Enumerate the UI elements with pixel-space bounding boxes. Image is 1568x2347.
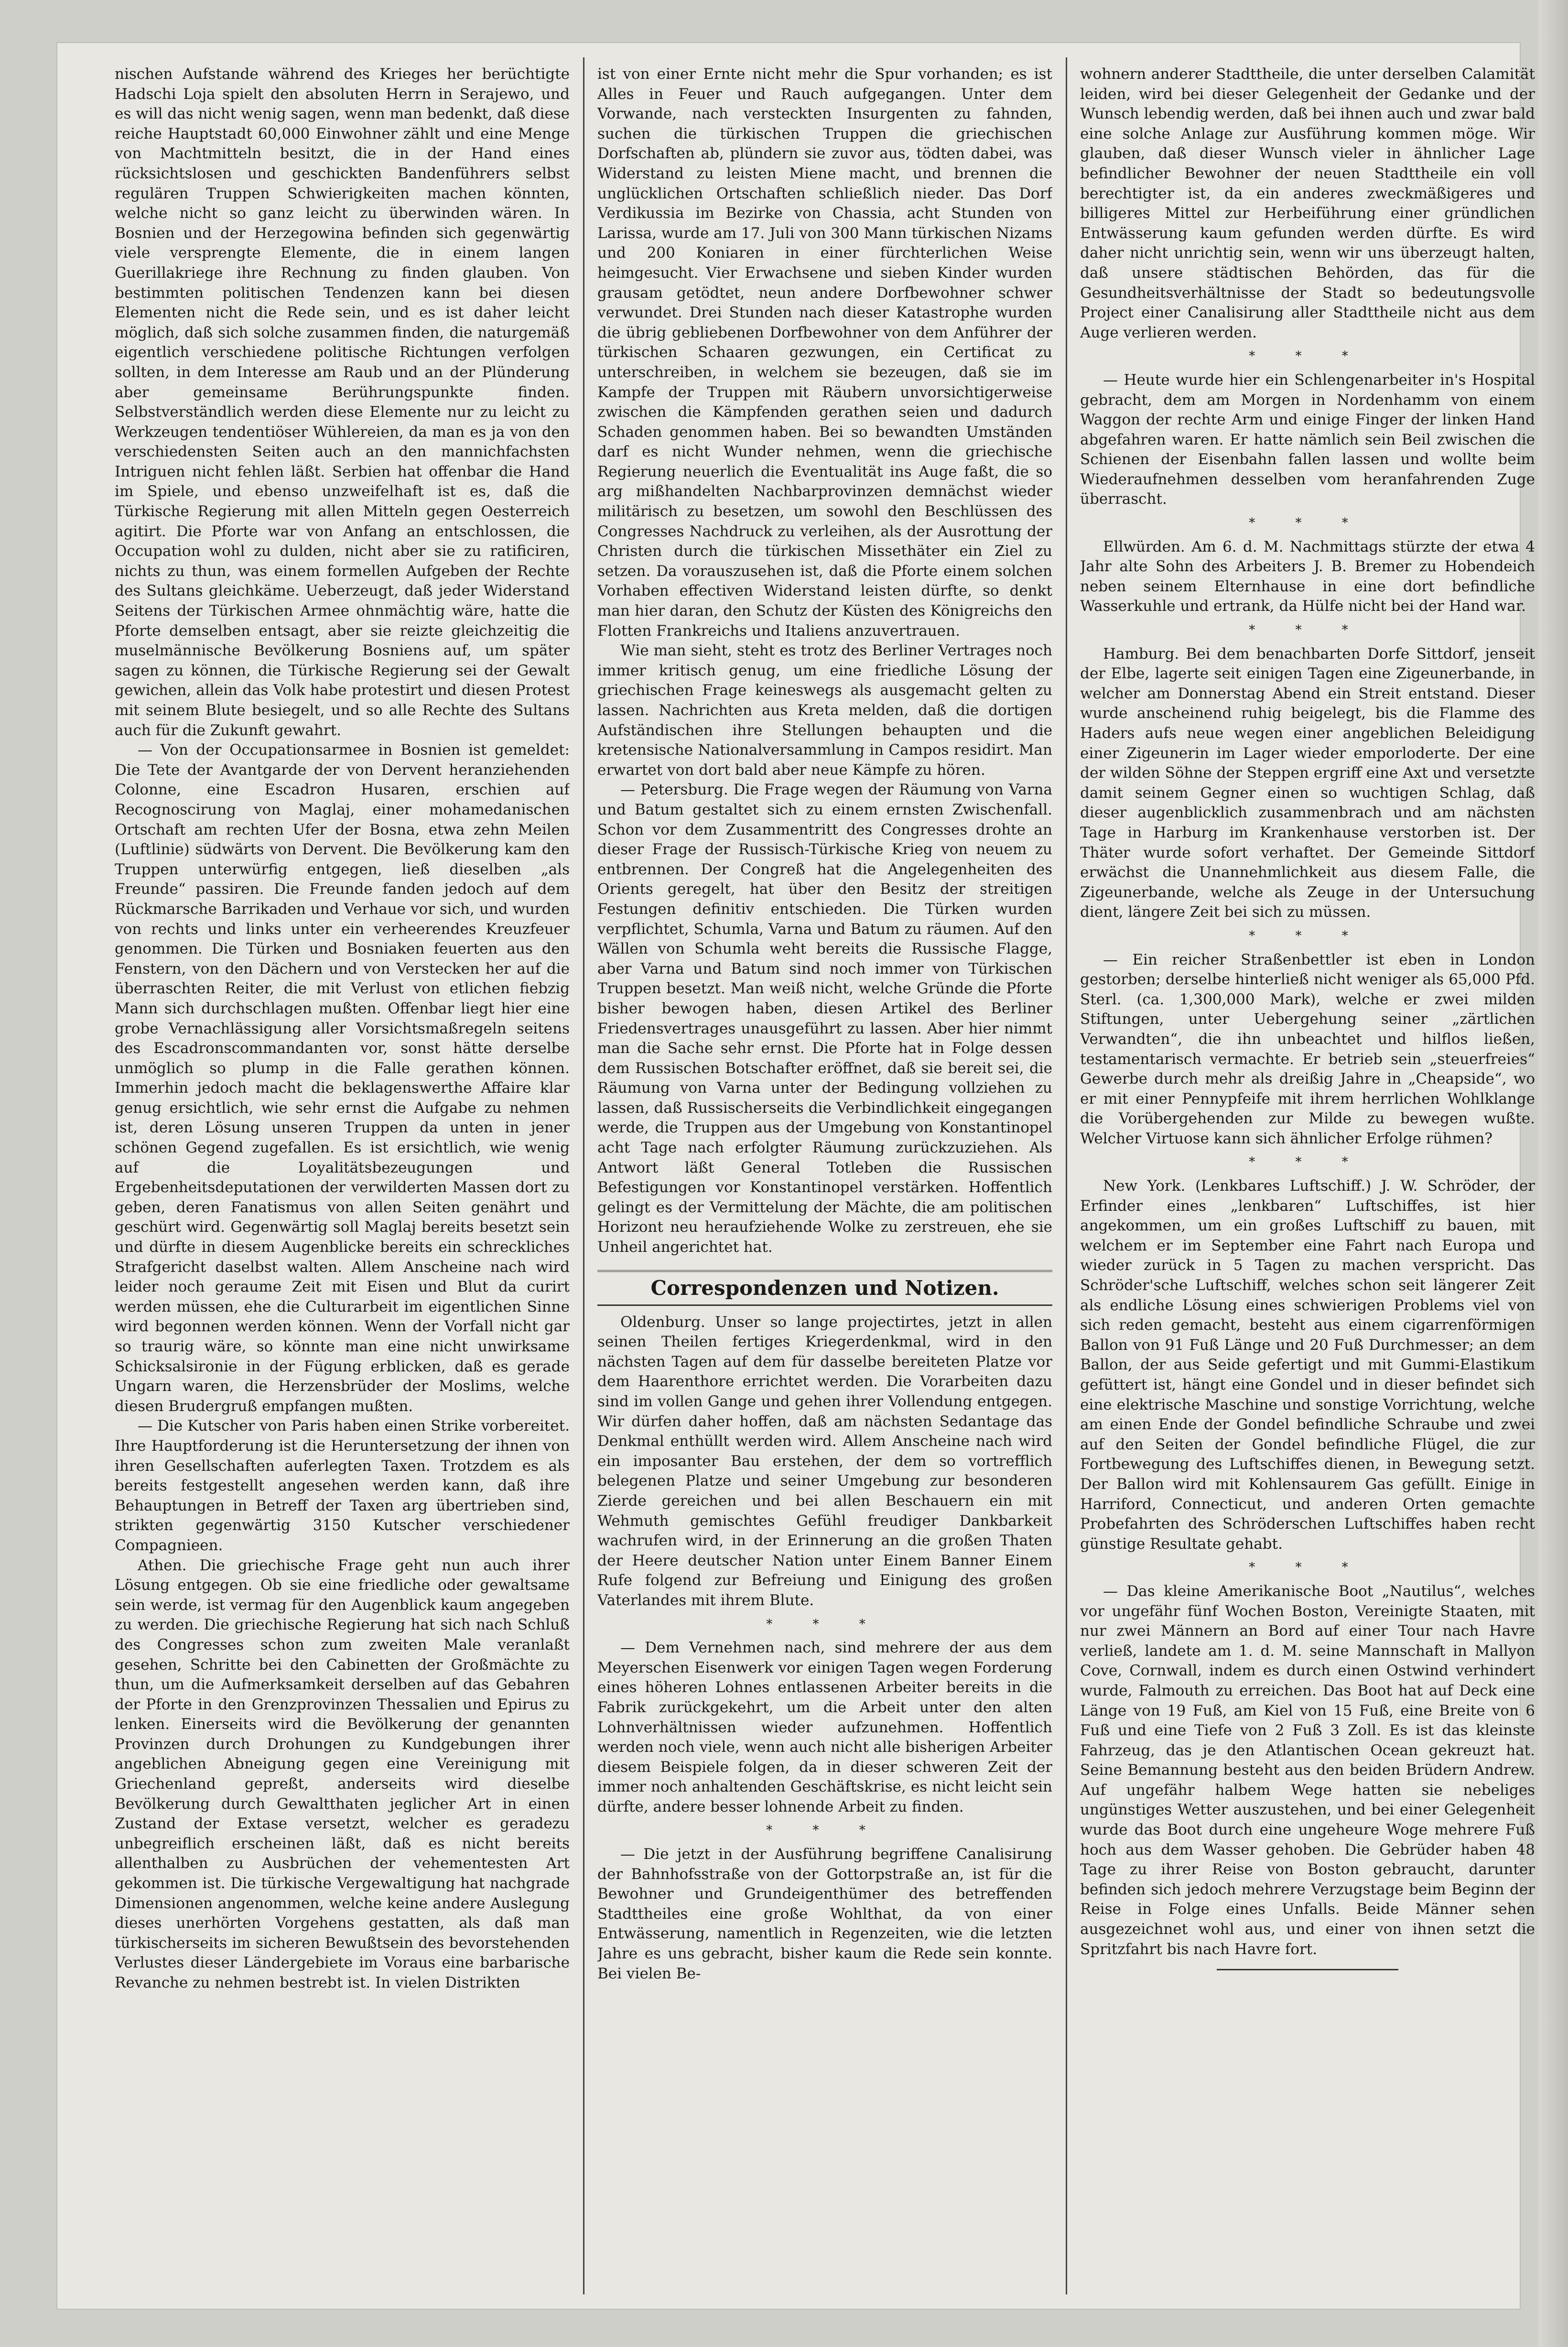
star-divider: * * * — [1249, 623, 1366, 638]
end-rule — [1217, 1969, 1399, 1970]
star-divider: * * * — [1249, 516, 1366, 531]
notice-ironworks: — Dem Vernehmen nach, sind mehrere der aus dem Meyerschen Eisenwerk vor einigen Tagen wegen Forderung eines höheren Lohnes entlassenen Arbeiter bereits in die Fabrik zurückgekehrt, um die Arbeit unter den alten Lohnverhältnissen wieder aufzunehmen. Hoffentlich werden noch viele, wenn auch nicht alle bisherigen Arbeiter diesem Beispiele folgen, da in dieser schweren Zeit der immer noch anhaltenden Geschäftskrise, es nicht leicht sein dürfte, andere besser lohnende Arbeit zu finden. — [597, 1639, 1052, 1815]
section-heading: Correspondenzen und Notizen. — [597, 1270, 1052, 1306]
article-athens-continued: ist von einer Ernte nicht mehr die Spur vorhanden; es ist Alles in Feuer und Rauch aufgegangen. Unter dem Vorwande, nach versteckten Insurgenten zu fahnden, suchen die türkischen Truppen die griechischen Dorfschaften ab, plündern sie zuvor aus, tödten dabei, was Widerstand zu leisten Miene macht, und brennen die unglücklichen Ortschaften schließlich nieder. Das Dorf Verdikussia im Bezirke von Chassia, acht Stunden von Larissa, wurde am 17. Juli von 300 Mann türkischen Nizams und 200 Koniaren in einer fürchterlichen Weise heimgesucht. Vier Erwachsene und sieben Kinder wurden grausam getödtet, neun andere Dorfbewohner schwer verwundet. Drei Stunden nach dieser Katastrophe wurden die übrig gebliebenen Dorfbewohner von dem Anführer der türkischen Schaaren gezwungen, ein Certificat zu unterschreiben, in welchem sie bezeugen, daß sie im Kampfe der Truppen mit Räubern unvorsichtigerweise zwischen die Kämpfenden gerathen seien und dadurch Schaden genommen haben. Bei so bewandten Umständen darf es nicht Wunder nehmen, wenn die griechische Regierung neuerlich die Eventualität ins Auge faßt, die so arg mißhandelten Nachbarprovinzen demnächst wieder militärisch zu besetzen, um sowohl den Beschlüssen des Congresses Nachdruck zu verleihen, als der Ausrottung der Christen durch die türkischen Missethäter ein Ziel zu setzen. Da vorauszusehen ist, daß die Pforte einem solchen Vorhaben effectiven Widerstand leisten dürfte, so denkt man hier daran, den Schutz der Küsten des Königreichs den Flotten Frankreichs und Italiens anzuvertrauen. — [597, 65, 1052, 640]
notice-railway-worker: — Heute wurde hier ein Schlengenarbeiter in's Hospital gebracht, dem am Morgen in Nordenhamm von einem Waggon der rechte Arm und einige Finger der linken Hand abgefahren waren. Er hatte nämlich sein Beil zwischen die Schienen der Eisenbahn fallen lassen und wollte beim Wiederaufnehmen desselben vom heranfahrenden Zuge überrascht. — [1080, 371, 1535, 508]
star-divider: * * * — [766, 1617, 884, 1631]
article-paris-coachmen: — Die Kutscher von Paris haben einen Strike vorbereitet. Ihre Hauptforderung ist die Heruntersetzung der ihnen von ihren Gesellschaften auferlegten Taxen. Trotzdem es als bereits festgestellt angesehen werden kann, daß ihre Behauptungen in Betreff der Taxen arg übertrieben sind, strikten gegenwärtig 3150 Kutscher verschiedener Compagnieen. — [115, 1417, 570, 1554]
notice-canalisation: — Die jetzt in der Ausführung begriffene Canalisirung der Bahnhofsstraße von der Gottorpstraße an, ist für die Bewohner und Grundeigenthümer des betreffenden Stadttheiles eine große Wohlthat, da von einer Entwässerung, namentlich in Regenzeiten, wie die letzten Jahre es uns gebracht, bisher kaum die Rede sein konnte. Bei vielen Be- — [597, 1846, 1052, 1982]
notice-new-york-airship: New York. (Lenkbares Luftschiff.) J. W. Schröder, der Erfinder eines „lenkbaren“ Luftschiffes, ist hier angekommen, um ein großes Luftschiff zu bauen, mit welchem er im September eine Fahrt nach Europa und wieder zurück in 5 Tagen zu machen verspricht. Das Schröder'sche Luftschiff, welches schon seit längerer Zeit als endliche Lösung eines schwierigen Problems viel von sich reden gemacht, besteht aus einem cigarrenförmigen Ballon von 91 Fuß Länge und 20 Fuß Durchmesser; an dem Ballon, der aus Seide gefertigt und mit Gummi-Elastikum gefüttert ist, hängt eine Gondel und in dieser befindet sich eine elektrische Maschine und sonstige Vorrichtung, welche am einen Ende der Gondel befindliche Schraube und zwei auf den Seiten der Gondel befindliche Flügel, die zur Fortbewegung des Luftschiffes dienen, in Bewegung setzt. Der Ballon wird mit Kohlensaurem Gas gefüllt. Einige in Harriford, Connecticut, und anderen Orten gemachte Probefahrten des Schröderschen Luftschiffes haben recht günstige Resultate gehabt. — [1080, 1177, 1535, 1553]
star-divider: * * * — [1249, 1155, 1366, 1170]
page-edge — [1538, 0, 1568, 2347]
star-divider: * * * — [1249, 1560, 1366, 1575]
notice-canalisation-continued: wohnern anderer Stadttheile, die unter derselben Calamität leiden, wird bei dieser Gelegenheit der Gedanke und der Wunsch lebendig werden, daß bei ihnen auch und zwar bald eine solche Anlage zur Ausführung kommen möge. Wir glauben, daß dieser Wunsch vieler in ähnlicher Lage befindlicher Bewohner der neuen Stadttheile ein voll berechtigter ist, da ein anderes zweckmäßigeres und billigeres Mittel zur Herbeiführung einer gründlichen Entwässerung kaum gefunden werden dürfte. Es wird daher nicht unrichtig sein, wenn wir uns überzeugt halten, daß unsere städtischen Behörden, das für die Gesundheitsverhältnisse der Stadt so bedeutungsvolle Project einer Canalisirung aller Stadttheile nicht aus dem Auge verlieren werden. — [1080, 65, 1535, 341]
notice-nautilus-boat: — Das kleine Amerikanische Boot „Nautilus“, welches vor ungefähr fünf Wochen Boston, Vereinigte Staaten, mit nur zwei Männern an Bord auf einer Tour nach Havre verließ, landete am 1. d. M. seine Mannschaft in Mallyon Cove, Cornwall, indem es durch einen Ostwind verhindert wurde, Falmouth zu erreichen. Das Boot hat auf Deck eine Länge von 19 Fuß, am Kiel von 15 Fuß, eine Breite von 6 Fuß und eine Tiefe von 2 Fuß 3 Zoll. Es ist das kleinste Fahrzeug, das je den Atlantischen Ocean gekreuzt hat. Seine Bemannung besteht aus den beiden Brüdern Andrew. Auf ungefähr halbem Wege hatten sie nebeliges ungünstiges Wetter auszustehen, und bei einer Gelegenheit wurde das Boot durch eine ungeheure Woge mehrere Fuß hoch aus dem Wasser gehoben. Die Gebrüder haben 48 Tage zu ihrer Reise von Boston gebraucht, darunter befinden sich jedoch mehrere Verzugstage beim Beginn der Reise in Folge eines Unfalls. Beide Männer sehen ausgezeichnet wohl aus, und einer von ihnen setzt die Spritzfahrt bis nach Havre fort. — [1080, 1582, 1535, 1958]
notice-street-beggar: — Ein reicher Straßenbettler ist eben in London gestorben; derselbe hinterließ nicht weniger als 65,000 Pfd. Sterl. (ca. 1,300,000 Mark), welche er zwei milden Stiftungen, unter Uebergehung seiner „zärtlichen Verwandten“, die ihn unbeachtet und hilflos ließen, testamentarisch vermachte. Er betrieb sein „steuerfreies“ Gewerbe durch mehr als dreißig Jahre in „Cheapside“, wo er mit einer Pennypfeife mit ihrem herrlichen Wohlklange die Vorübergehenden zur Milde zu bewegen wußte. Welcher Virtuose kann sich ähnlicher Erfolge rühmen? — [1080, 951, 1535, 1147]
star-divider: * * * — [766, 1823, 884, 1838]
article-bosnia-continued: nischen Aufstande während des Krieges her berüchtigte Hadschi Loja spielt den absoluten Herrn in Serajewo, und es will das nicht wenig sagen, wenn man bedenkt, daß diese reiche Hauptstadt 60,000 Einwohner zählt und eine Menge von Machtmitteln besitzt, die in der Hand eines rücksichtslosen und geschickten Bandenführers selbst regulären Truppen Schwierigkeiten machen könnten, welche nicht so ganz leicht zu überwinden wären. In Bosnien und der Herzegowina befinden sich gegenwärtig viele versprengte Elemente, die in einem langen Guerillakriege ihre Rechnung zu finden glauben. Von bestimmten politischen Tendenzen kann bei diesen Elementen nicht die Rede sein, und es ist daher leicht möglich, daß sich solche zusammen finden, die naturgemäß eigentlich verschiedene politische Richtungen verfolgen sollten, in dem Interesse am Raub und an der Plünderung aber gemeinsame Berührungspunkte finden. Selbstverständlich werden diese Elemente nur zu leicht zu Werkzeugen tendentiöser Wühlereien, da man es ja von den verschiedensten Seiten auch an den mannichfachsten Intriguen nicht fehlen läßt. Serbien hat offenbar die Hand im Spiele, und ebenso unzweifelhaft ist es, daß die Türkische Regierung mit allen Mitteln gegen Oesterreich agitirt. Die Pforte war von Anfang an entschlossen, die Occupation wohl zu dulden, nicht aber sie zu ratificiren, nichts zu thun, was einem formellen Aufgeben der Rechte des Sultans gleichkäme. Ueberzeugt, daß jeder Widerstand Seitens der Türkischen Armee ohnmächtig wäre, hatte die Pforte demselben entsagt, aber sie reizte gleichzeitig die muselmännische Bevölkerung Bosniens auf, um später sagen zu können, die Türkische Regierung sei der Gewalt gewichen, allein das Volk habe protestirt und diesen Protest mit seinem Blute besiegelt, und so alle Rechte des Sultans auch für die Zukunft gewahrt. — [115, 65, 570, 739]
column-rule — [583, 57, 584, 2294]
star-divider: * * * — [1249, 349, 1366, 364]
column-2 — [597, 65, 1052, 2282]
star-divider: * * * — [1249, 928, 1366, 943]
column-1 — [115, 65, 570, 2282]
column-rule — [1066, 57, 1067, 2294]
article-athens: Athen. Die griechische Frage geht nun auch ihrer Lösung entgegen. Ob sie eine friedliche oder gewaltsame sein werde, ist vermag für den Augenblick kaum angegeben zu werden. Die griechische Regierung hat sich nach Schluß des Congresses schon zum zweiten Male veranlaßt gesehen, Schritte bei den Cabinetten der Großmächte zu thun, um die Aufmerksamkeit derselben auf das Gebahren der Pforte in den Grenzprovinzen Thessalien und Epirus zu lenken. Einerseits wird die Bevölkerung der genannten Provinzen durch Drohungen zu Kundgebungen ihrer angeblichen Abneigung gegen eine Vereinigung mit Griechenland gepreßt, anderseits wird dieselbe Bevölkerung durch Gewaltthaten jeglicher Art in einen Zustand der Extase versetzt, welcher es geradezu unbegreiflich erscheinen läßt, daß es nicht bereits allenthalben zu Ausbrüchen der vehementesten Art gekommen ist. Die türkische Vergewaltigung hat nachgrade Dimensionen angenommen, welche keine andere Auslegung dieses unerhörten Vorgehens gestatten, als daß man türkischerseits im sicheren Bewußtsein des bevorstehenden Verlustes dieser Ländergebiete im Voraus eine barbarische Revanche zu nehmen bestrebt ist. In vielen Distrikten — [115, 1556, 570, 1991]
article-occupation-army: — Von der Occupationsarmee in Bosnien ist gemeldet: Die Tete der Avantgarde der von Dervent heranziehenden Colonne, eine Escadron Husaren, erschien auf Recognoscirung von Maglaj, einer mohamedanischen Ortschaft am rechten Ufer der Bosna, etwa zehn Meilen (Luftlinie) südwärts von Dervent. Die Bevölkerung kam den Truppen unterwürfig entgegen, ließ dieselben „als Freunde“ passiren. Die Freunde fanden jedoch auf dem Rückmarsche Barrikaden und Verhaue vor sich, und wurden von rechts und links unter ein verheerendes Kreuzfeuer genommen. Die Türken und Bosniaken feuerten aus den Fenstern, von den Dächern und von Verstecken her auf die überraschten Reiter, die mit Verlust von etlichen fiebzig Mann sich durchschlagen mußten. Offenbar liegt hier eine grobe Vernachlässigung aller Vorsichtsmaßregeln seitens des Escadronscommandanten vor, sonst hätte derselbe unmöglich so plump in die Falle gerathen können. Immerhin jedoch macht die beklagenswerthe Affaire klar genug ersichtlich, wie sehr ernst die Aufgabe zu nehmen ist, deren Lösung unseren Truppen da unten in jener schönen Gegend zugefallen. Es ist ersichtlich, wie wenig auf die Loyalitätsbezeugungen und Ergebenheitsdeputationen der verwilderten Massen dort zu geben, deren Fanatismus von allen Seiten genährt und geschürt wird. Gegenwärtig soll Maglaj bereits besetzt sein und dürfte in diesem Augenblicke bereits ein schreckliches Strafgericht daselbst walten. Allem Anscheine nach wird leider noch geraume Zeit mit Eisen und Blut da curirt werden müssen, ehe die Culturarbeit im eigentlichen Sinne wird begonnen werden können. Wenn der Vorfall nicht gar so traurig wäre, so könnte man eine nicht unwirksame Schicksalsironie in der Fügung erblicken, daß es gerade Ungarn waren, die Herzensbrüder der Moslims, welche diesen Brudergruß empfangen mußten. — [115, 741, 570, 1415]
notice-ellwuerden: Ellwürden. Am 6. d. M. Nachmittags stürzte der etwa 4 Jahr alte Sohn des Arbeiters J. B. Bremer zu Hobendeich neben seinem Elternhause in eine dort befindliche Wasserkuhle und ertrank, da Hülfe nicht bei der Hand war. — [1080, 538, 1535, 615]
article-crete: Wie man sieht, steht es trotz des Berliner Vertrages noch immer kritisch genug, um eine friedliche Lösung der griechischen Frage keineswegs als ausgemacht gelten zu lassen. Nachrichten aus Kreta melden, daß die dortigen Aufständischen ihre Stellungen behaupten und die kretensische Nationalversammlung in Campos residirt. Man erwartet von dort bald aber neue Kämpfe zu hören. — [597, 642, 1052, 779]
column-3 — [1080, 65, 1535, 2282]
notice-oldenburg-memorial: Oldenburg. Unser so lange projectirtes, jetzt in allen seinen Theilen fertiges Kriegerdenkmal, wird in den nächsten Tagen auf dem für dasselbe bereiteten Platze vor dem Haarenthore errichtet werden. Die Vorarbeiten dazu sind im vollen Gange und gehen ihrer Vollendung entgegen. Wir dürfen daher hoffen, daß am nächsten Sedantage das Denkmal enthüllt werden wird. Allem Anscheine nach wird ein imposanter Bau erstehen, der dem so vortrefflich belegenen Platze und seiner Umgebung zur besonderen Zierde gereichen und bei allen Beschauern ein mit Wehmuth gemischtes Gefühl freudiger Dankbarkeit wachrufen wird, in der Erinnerung an die großen Thaten der Heere deutscher Nation unter Einem Banner Einem Rufe folgend zur Befreiung und Einigung des großen Vaterlandes mit ihrem Blute. — [597, 1313, 1052, 1609]
article-petersburg: — Petersburg. Die Frage wegen der Räumung von Varna und Batum gestaltet sich zu einem ernsten Zwischenfall. Schon vor dem Zusammentritt des Congresses drohte an dieser Frage der Russisch-Türkische Krieg von neuem zu entbrennen. Der Congreß hat die Angelegenheiten des Orients geregelt, hat über den Besitz der streitigen Festungen definitiv entschieden. Die Türken wurden verpflichtet, Schumla, Varna und Batum zu räumen. Auf den Wällen von Schumla weht bereits die Russische Flagge, aber Varna und Batum sind noch immer von Türkischen Truppen besetzt. Man weiß nicht, welche Gründe die Pforte bisher bewogen haben, diesen Artikel des Berliner Friedensvertrages unausgeführt zu lassen. Aber hier nimmt man die Sache sehr ernst. Die Pforte hat in Folge dessen dem Russischen Botschafter eröffnet, daß sie bereit sei, die Räumung von Varna unter der Bedingung vollziehen zu lassen, daß Russischerseits die Verbindlichkeit eingegangen werde, die Truppen aus der Umgebung von Konstantinopel acht Tage nach erfolgter Räumung zurückzuziehen. Als Antwort läßt General Totleben die Russischen Befestigungen vor Konstantinopel verstärken. Hoffentlich gelingt es der Vermittelung der Mächte, die am politischen Horizont neu heraufziehende Wolke zu zerstreuen, ehe sie Unheil angerichtet hat. — [597, 781, 1052, 1256]
notice-hamburg: Hamburg. Bei dem benachbarten Dorfe Sittdorf, jenseit der Elbe, lagerte seit einigen Tagen eine Zigeunerbande, in welcher am Donnerstag Abend ein Streit entstand. Dieser wurde anscheinend ruhig beigelegt, bis die Flamme des Haders aufs neue wegen einer angeblichen Beleidigung einer Zigeunerin im Lager wieder emporloderte. Der eine der wilden Söhne der Steppen ergriff eine Axt und versetzte damit seinem Gegner einen so wuchtigen Schlag, daß dieser augenblicklich zusammenbrach und am nächsten Tage in Harburg im Krankenhause verstorben ist. Der Thäter wurde sofort verhaftet. Der Gemeinde Sittdorf erwächst die Unannehmlichkeit aus diesem Falle, die Zigeunerbande, welche als Zeuge in der Untersuchung dient, längere Zeit bei sich zu müssen. — [1080, 645, 1535, 921]
newspaper-page — [57, 43, 1535, 2309]
